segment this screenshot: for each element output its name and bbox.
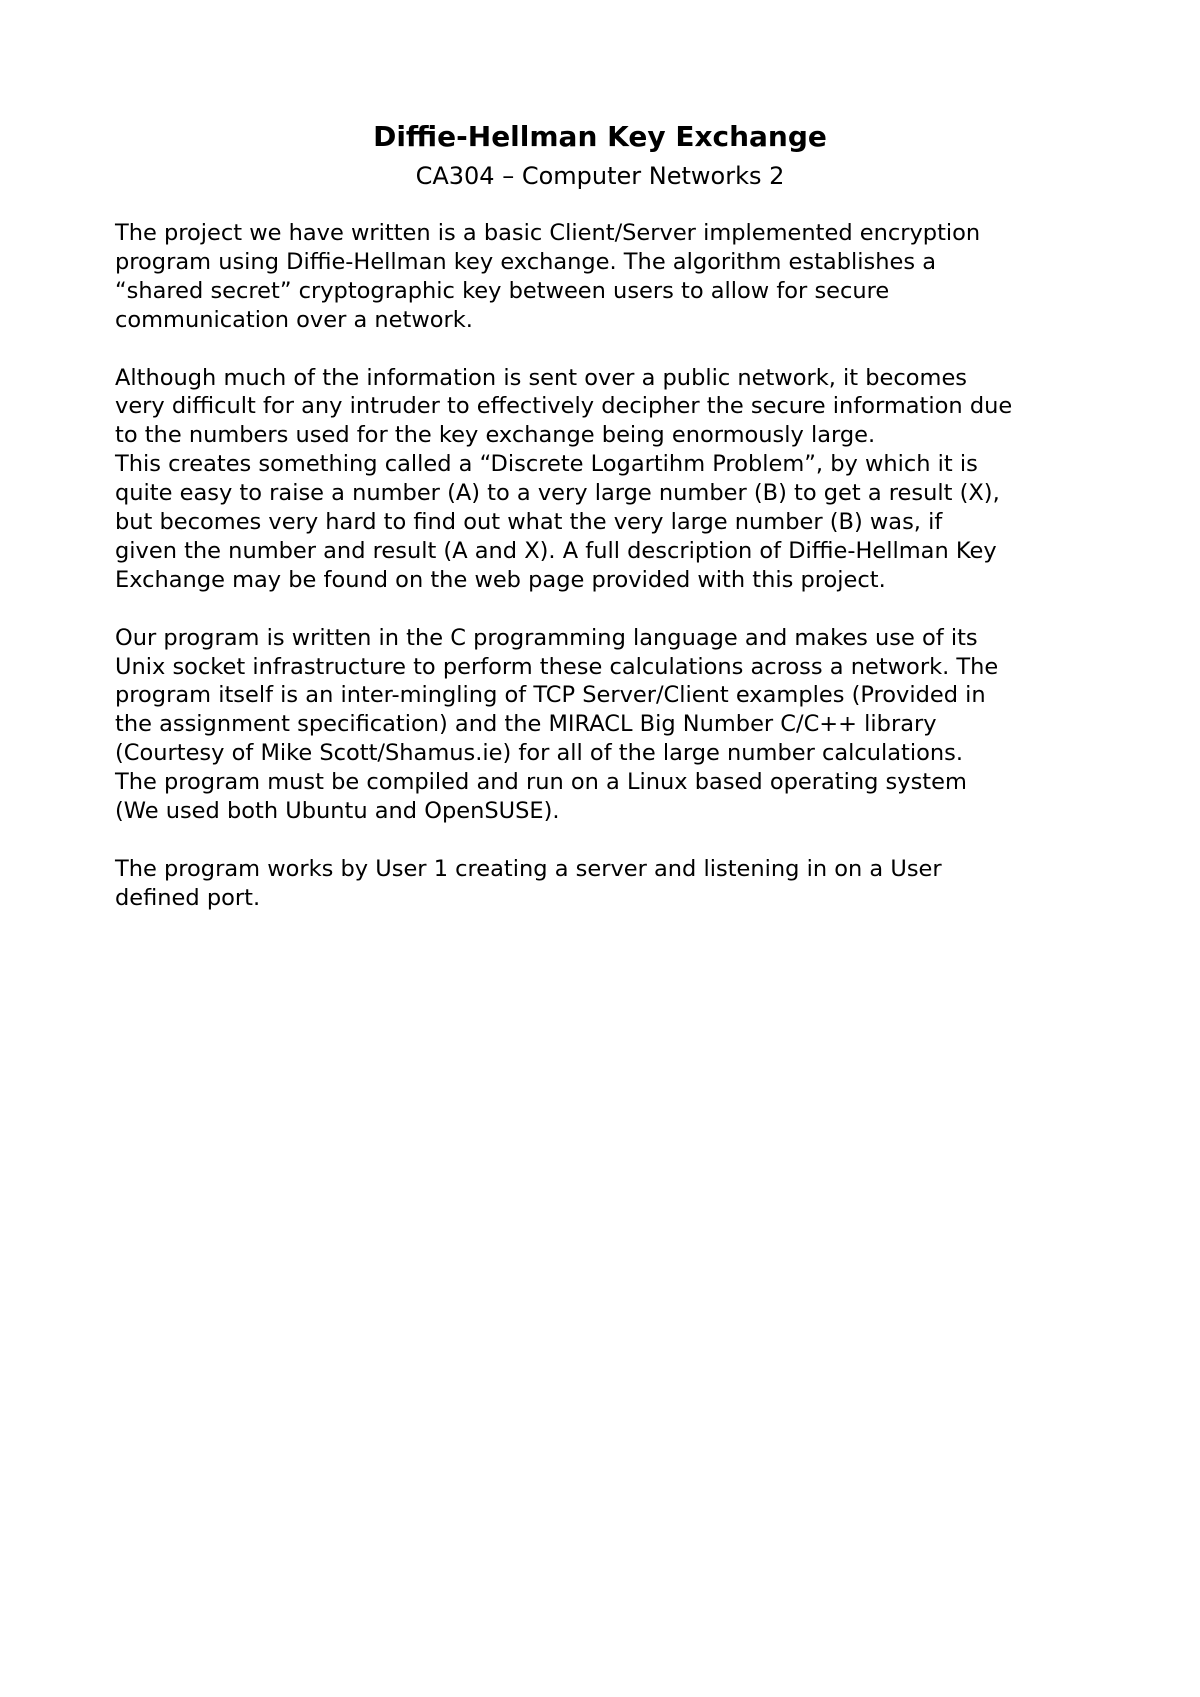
document-header [0,118,1200,194]
paragraph-line: (We used both Ubuntu and OpenSUSE). [115,798,560,825]
paragraph-line: communication over a network. [115,306,473,333]
paragraph-line: This creates something called a “Discrete Logartihm Problem”, by which it is [115,451,978,478]
paragraph-line: “shared secret” cryptographic key between users to allow for secure [115,277,890,304]
paragraph-intro [115,219,1115,335]
paragraph-line: Exchange may be found on the web page provided with this project. [115,566,886,593]
paragraph-line: program using Diffie-Hellman key exchange. The algorithm establishes a [115,248,936,275]
paragraph-line: but becomes very hard to find out what the very large number (B) was, if [115,509,943,536]
paragraph-line: The program must be compiled and run on a Linux based operating system [115,769,967,796]
paragraph-line: to the numbers used for the key exchange being enormously large. [115,422,876,449]
document-subtitle: CA304 – Computer Networks 2 [415,162,785,190]
paragraph-usage [115,855,1115,913]
paragraph-line: The program works by User 1 creating a server and listening in on a User [115,855,942,882]
paragraph-line: program itself is an inter-mingling of TCP Server/Client examples (Provided in [115,682,986,709]
paragraph-line: very difficult for any intruder to effectively decipher the secure information due [115,393,1013,420]
paragraph-security [115,364,1115,595]
document-body [115,219,1115,942]
paragraph-implementation [115,624,1115,826]
paragraph-line: Although much of the information is sent over a public network, it becomes [115,364,968,391]
paragraph-line: (Courtesy of Mike Scott/Shamus.ie) for all of the large number calculations. [115,740,964,767]
paragraph-line: defined port. [115,884,261,911]
paragraph-line: Unix socket infrastructure to perform these calculations across a network. The [115,653,999,680]
paragraph-line: Our program is written in the C programming language and makes use of its [115,624,978,651]
paragraph-line: the assignment specification) and the MIRACL Big Number C/C++ library [115,711,937,738]
paragraph-line: given the number and result (A and X). A full description of Diffie-Hellman Key [115,537,997,564]
paragraph-line: quite easy to raise a number (A) to a very large number (B) to get a result (X), [115,480,1000,507]
paragraph-line: The project we have written is a basic Client/Server implemented encryption [115,220,981,246]
document-title: Diffie-Hellman Key Exchange [373,120,827,153]
